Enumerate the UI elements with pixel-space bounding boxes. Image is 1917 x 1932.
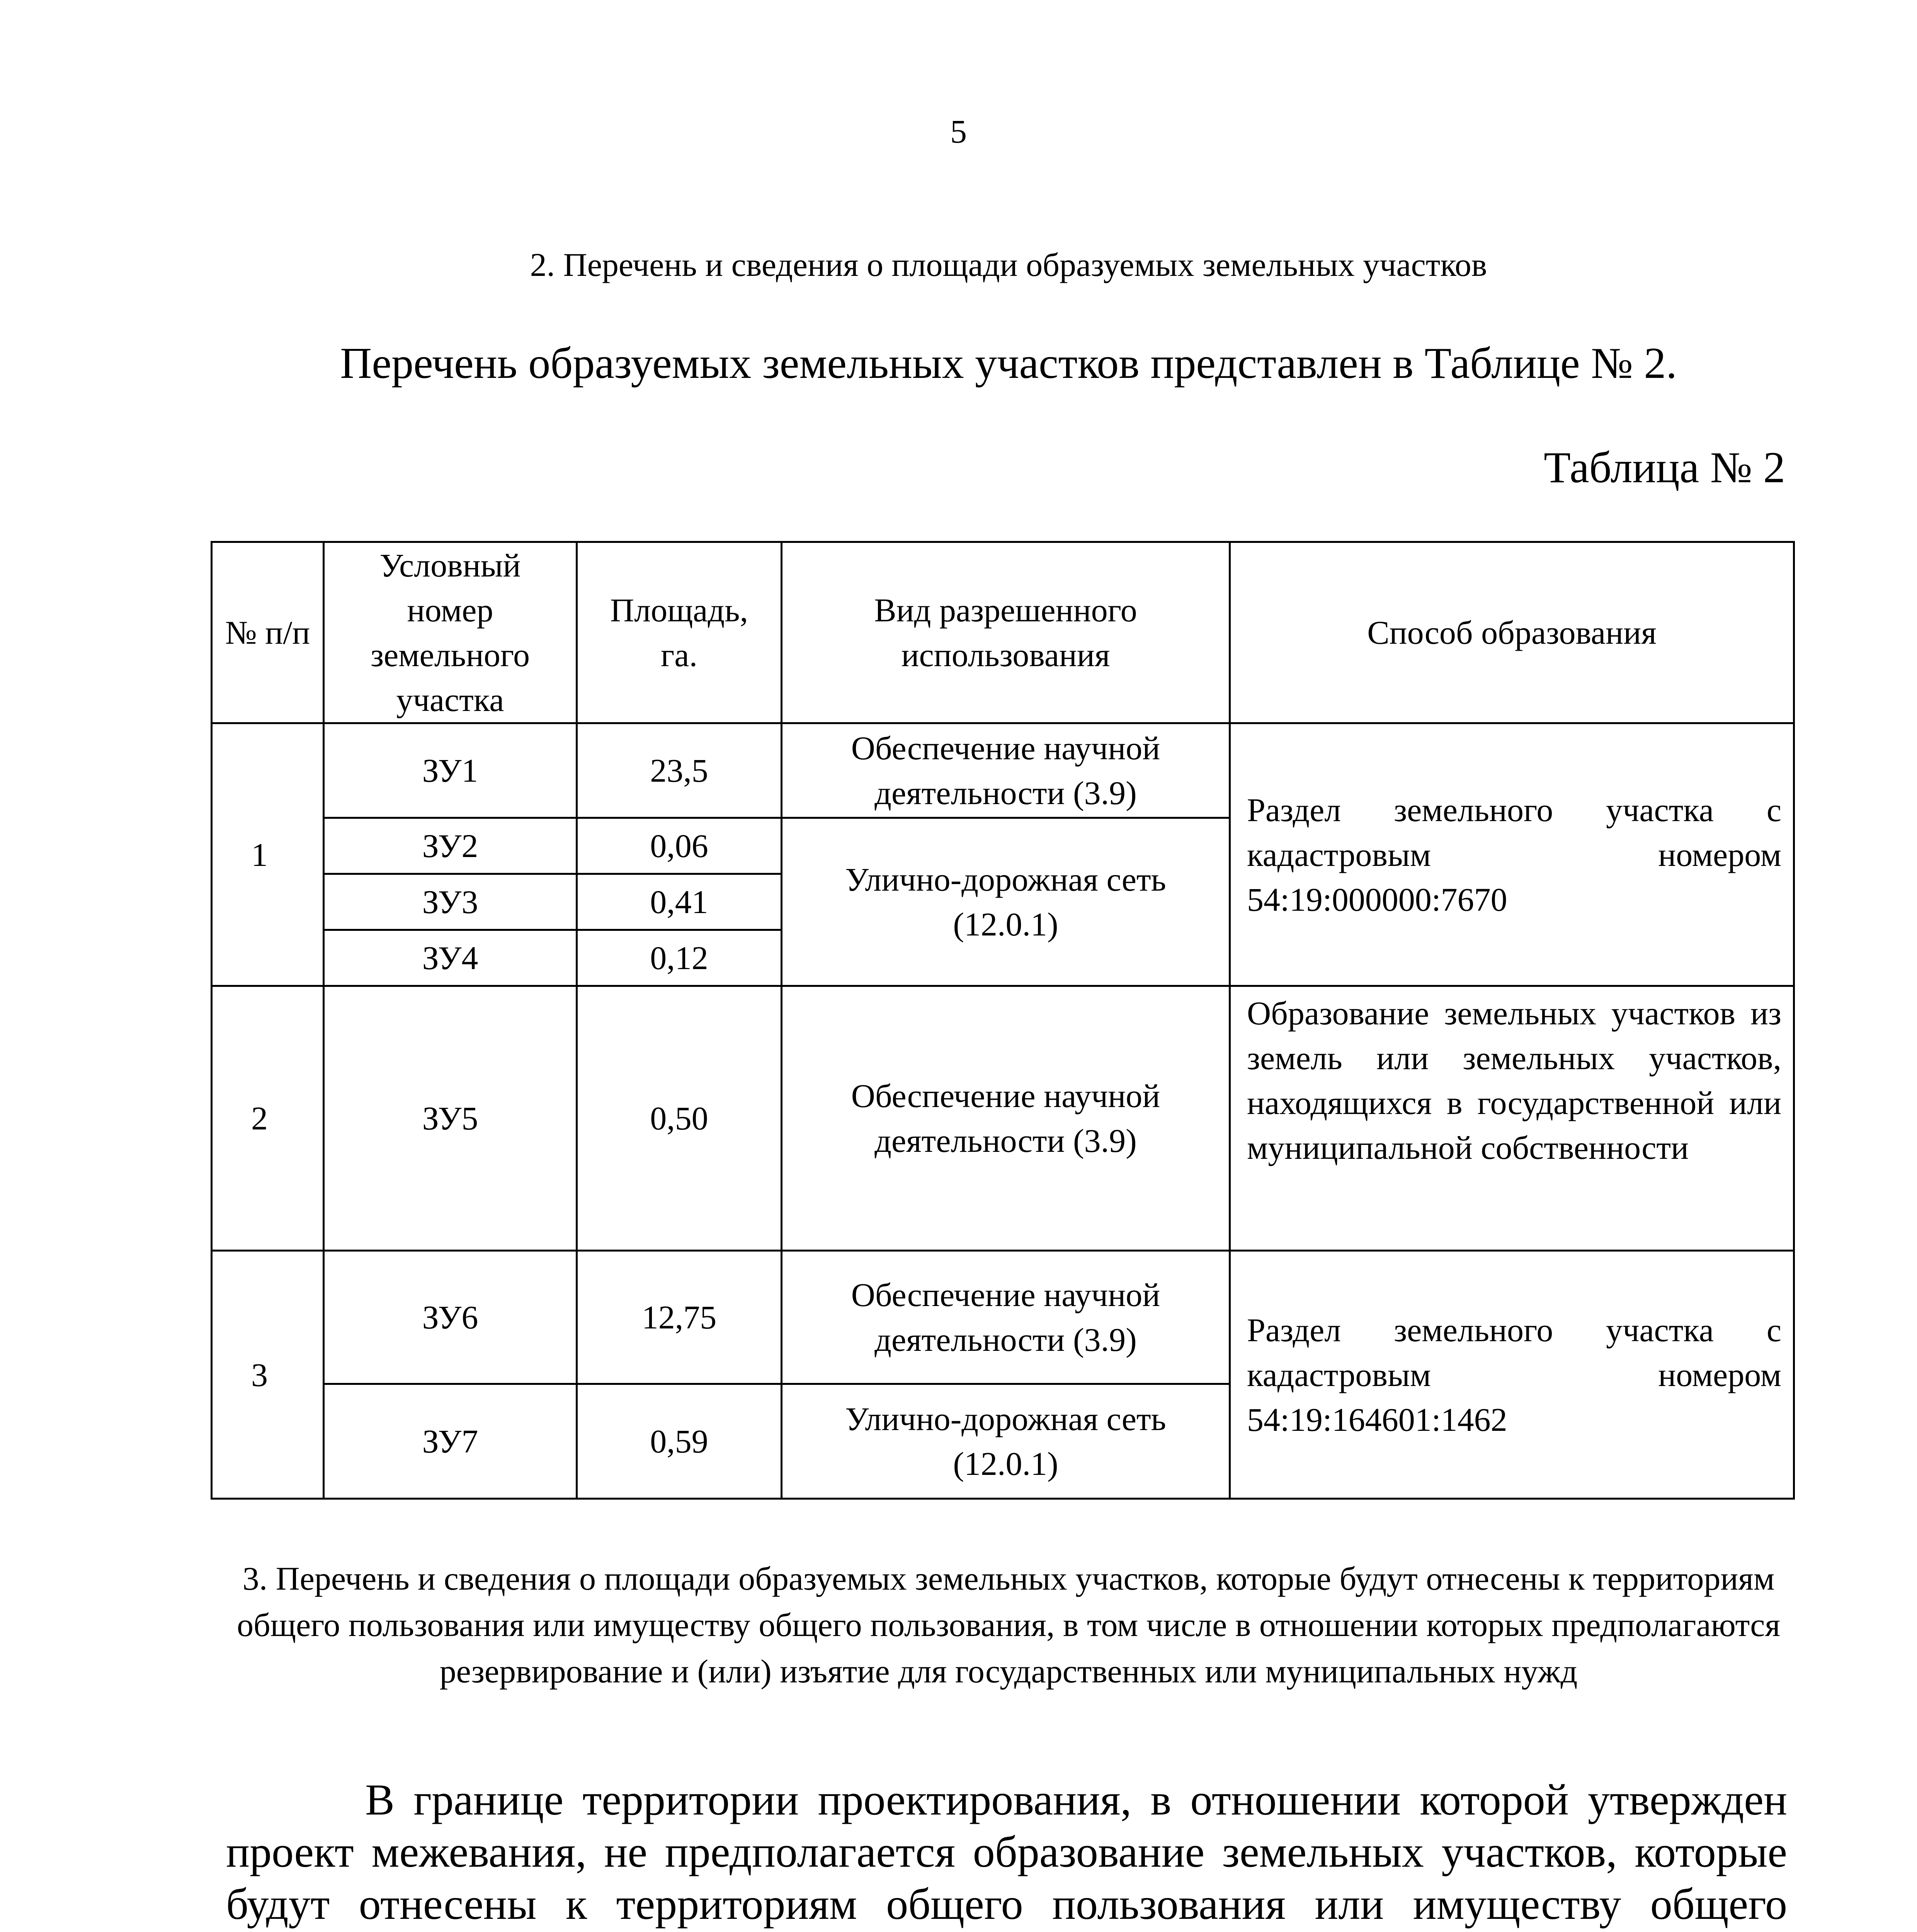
section-3-body-text: В границе территории проектирования, в отношении которой утвержден проект межевания, не предполагается образование земельных участков, которые будут отнесены к территориям общего пользования или имуществу общего [226, 1775, 1787, 1929]
plot-number: ЗУ6 [324, 1251, 577, 1384]
table-caption: Таблица № 2 [1544, 443, 1785, 492]
row-num: 1 [212, 723, 324, 986]
plot-number: ЗУ3 [324, 874, 577, 930]
header-area: Площадь, га. [577, 542, 782, 723]
permitted-use: Обеспечение научной деятельности (3.9) [782, 986, 1230, 1251]
header-use: Вид разрешенного использования [782, 542, 1230, 723]
plot-number: ЗУ5 [324, 986, 577, 1251]
plot-area: 0,59 [577, 1384, 782, 1499]
table-header-row [212, 542, 1794, 723]
permitted-use: Улично-дорожная сеть (12.0.1) [782, 818, 1230, 986]
section-2-heading: 2. Перечень и сведения о площади образуемых земельных участков [530, 246, 1487, 283]
permitted-use: Улично-дорожная сеть (12.0.1) [782, 1384, 1230, 1499]
row-num: 2 [212, 986, 324, 1251]
page-number: 5 [950, 113, 967, 150]
formation-method: Раздел земельного участка с кадастровым номером 54:19:164601:1462 [1230, 1251, 1794, 1499]
header-num: № п/п [212, 542, 324, 723]
section-3-body [226, 1774, 1787, 1932]
plot-area: 0,41 [577, 874, 782, 930]
table-row [212, 1251, 1794, 1384]
plot-area: 23,5 [577, 723, 782, 818]
section-3-heading: 3. Перечень и сведения о площади образуемых земельных участков, которые будут отнесены к территориям общего пользования или имуществу общего пользования, в том числе в отношении которых предполагаются резервирование и (или) изъятие для государственных или муниципальных нужд [236, 1560, 1781, 1690]
formation-method: Раздел земельного участка с кадастровым номером 54:19:000000:7670 [1230, 723, 1794, 986]
plot-number: ЗУ4 [324, 930, 577, 986]
section-2-lead: Перечень образуемых земельных участков представлен в Таблице № 2. [340, 338, 1677, 388]
land-plots-table [211, 541, 1795, 1500]
formation-method: Образование земельных участков из земель или земельных участков, находящихся в государственной или муниципальной собственности [1230, 986, 1794, 1251]
header-plot-number: Условный номер земельного участка [324, 542, 577, 723]
header-method: Способ образования [1230, 542, 1794, 723]
plot-area: 0,12 [577, 930, 782, 986]
permitted-use: Обеспечение научной деятельности (3.9) [782, 1251, 1230, 1384]
plot-number: ЗУ1 [324, 723, 577, 818]
permitted-use: Обеспечение научной деятельности (3.9) [782, 723, 1230, 818]
plot-number: ЗУ7 [324, 1384, 577, 1499]
table-row [212, 723, 1794, 818]
row-num: 3 [212, 1251, 324, 1499]
table-row [212, 986, 1794, 1251]
plot-number: ЗУ2 [324, 818, 577, 874]
plot-area: 12,75 [577, 1251, 782, 1384]
plot-area: 0,06 [577, 818, 782, 874]
plot-area: 0,50 [577, 986, 782, 1251]
